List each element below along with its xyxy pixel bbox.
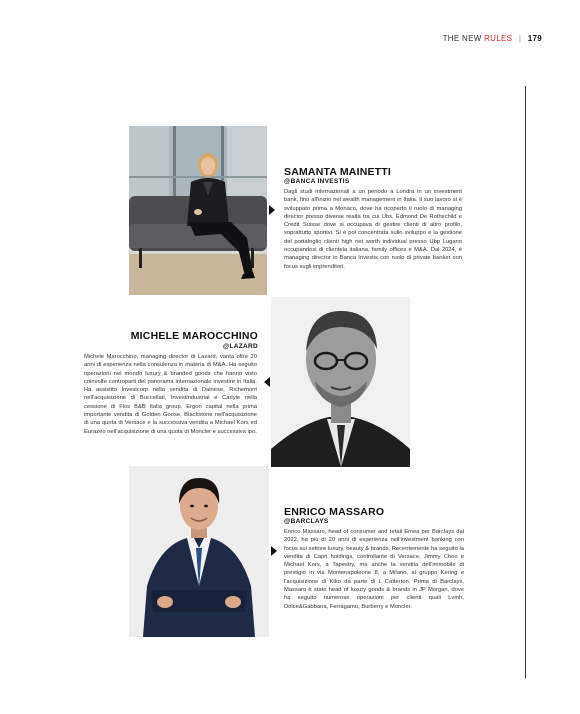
profile-name: SAMANTA MAINETTI bbox=[284, 166, 392, 178]
header-separator: | bbox=[518, 34, 522, 43]
profile-company: @BARCLAYS bbox=[284, 518, 329, 525]
profile-company: @BANCA INVESTIS bbox=[284, 178, 350, 185]
profile-name: MICHELE MAROCCHINO bbox=[130, 330, 258, 342]
portrait-photo-marocchino bbox=[271, 297, 410, 467]
portrait-photo-mainetti bbox=[129, 126, 267, 295]
portrait-photo-massaro bbox=[129, 466, 269, 637]
pointer-arrow bbox=[264, 377, 270, 387]
profile-bio: Michele Marocchino, managing director di Lazard, vanta oltre 20 anni di esperienza nella consulenza in materia di M&A. Ha seguito operazioni nel mondo luxury & branded goods che hanno visto coinvolte controparti del panorama internazionale investire in Italia. Ha assistito Investcorp nella vendita di Dainese, Richemont nell'acquisizione di Buccellati, Investindustrial e Carlyle nella cessione di Flos B&B Italia group, Ergon capital nella prima importante vendita di Golden Goose, Blackstone nell'acquisizione di una quota di Versace e la successiva vendita a Michael Kors ed Eurazeo nell'acquisizione di una quota di Moncler e successiva ipo. bbox=[84, 354, 257, 435]
running-header bbox=[443, 34, 542, 43]
pointer-arrow bbox=[271, 546, 277, 556]
profile-bio: Enrico Massaro, head of consumer and retail Emea per Barclays dal 2022, ha più di 20 anni di esperienza nell'investment banking con focus sui settore luxury, beauty & brands. Recentemente ha seguito la vendita di Capri holdings, controllante di Versace, Jimmy Choo e Michael Kors, a Tapestry, ma anche la vendita dell'immobile di prestigio in via Montenapoleone 8, a Milano, al gruppo Kering e l'acquisizione di Kiko da parte di L Catterton. Prima di Barclays, Massaro è stato head of luxury goods & brands in JP Morgan, dove ha seguito numerose operazioni per clienti quali Lvmh, Dolce&Gabbana, Ferragamo, Burberry e Moncler. bbox=[284, 529, 464, 610]
column-rule bbox=[525, 86, 526, 678]
pointer-arrow bbox=[269, 205, 275, 215]
profile-name: ENRICO MASSARO bbox=[284, 506, 385, 518]
profile-bio: Dagli studi internazionali a un periodo a Londra in un investment bank, fino all'inizio nel wealth management in Italia. Il suo lavoro si è sviluppato prima a Monaco, dove ha ricoperto il ruolo di managing director presso diverse realtà tra cui Ubs, Edmond De Rothschild e Credit Suisse dove si occupava di gestire clienti di altro profilo, soprattutto sportivi. Si è poi concentrata sullo sviluppo e la gestione del portafoglio clienti high net worth individual presso Ubp Lugano occupandosi di clientela italiana, family offices e M&A. Dal 2024, è managing director in Banca Investis con ruolo di private banker con focus sugli imprenditori. bbox=[284, 189, 462, 270]
section-title: THE NEW bbox=[442, 34, 482, 43]
profile-company: @LAZARD bbox=[222, 343, 258, 350]
section-title-accent: RULES bbox=[484, 34, 513, 43]
page-number: 179 bbox=[527, 34, 542, 43]
